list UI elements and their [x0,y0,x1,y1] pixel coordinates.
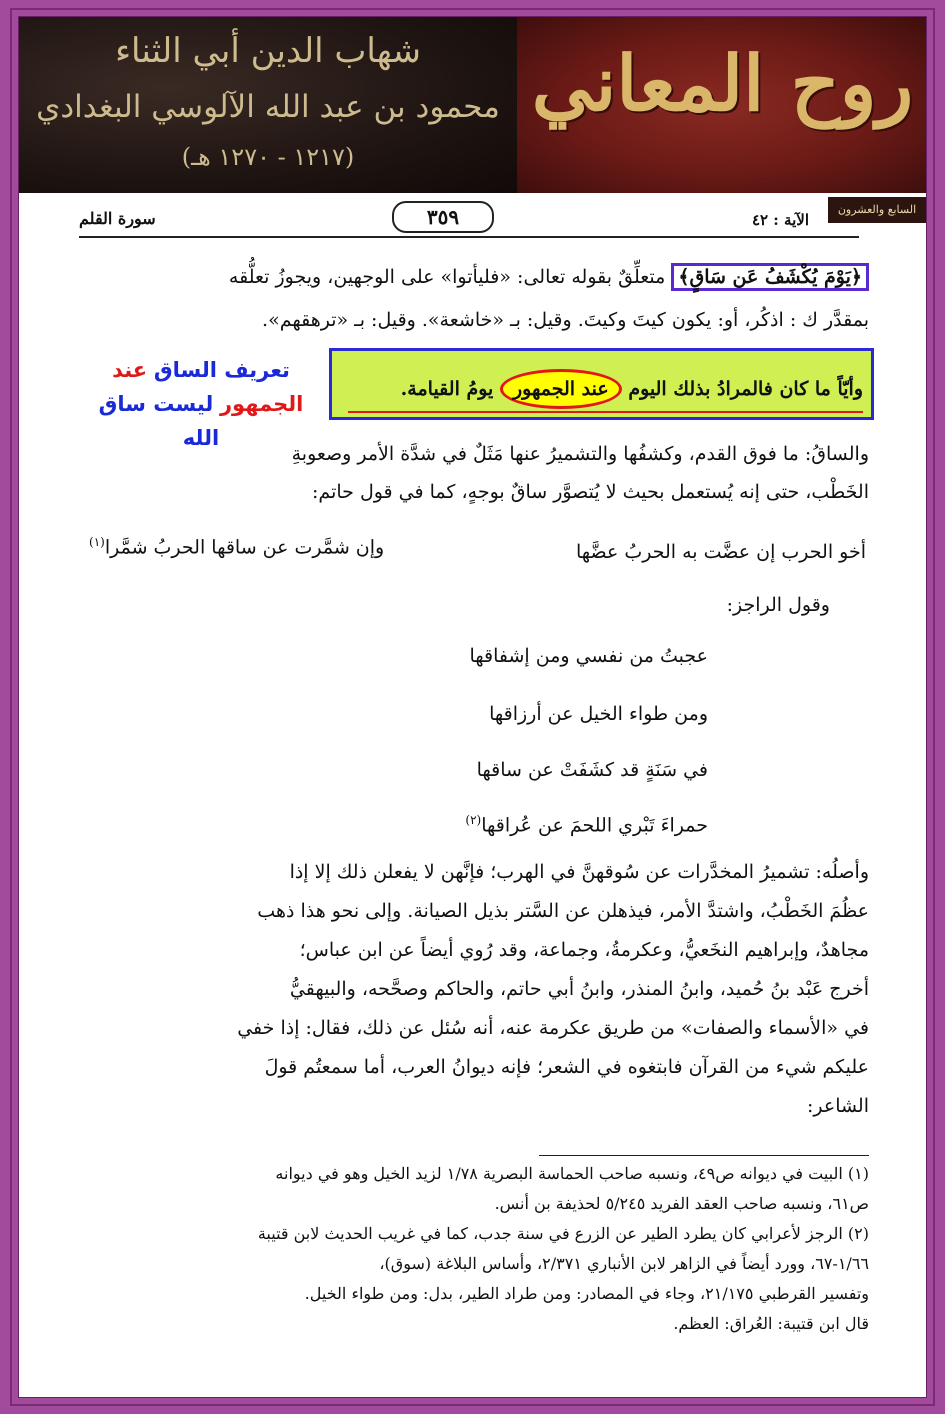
text-fragment: وأيّاً ما كان فالمرادُ بذلك اليوم [628,378,863,400]
annotation-text: الجمهور [219,392,304,416]
ayah-number: الآية : ٤٢ [751,211,809,229]
red-underline [348,411,863,413]
text-fragment: وإن شمَّرت عن ساقها الحربُ شمَّرا [104,536,385,559]
text-line: عظُمَ الخَطْبُ، واشتدَّ الأمر، فيذهلن عن السَّتر بذيل الصيانة. وإلى نحو هذا ذهب [257,900,869,922]
text-line: الخَطْب، حتى إنه يُستعمل بحيث لا يُتصوَّر ساقٌ بوجهٍ، كما في قول حاتم: [312,481,869,503]
page-number: ٣٥٩ [392,201,494,233]
text-line: الشاعر: [806,1095,869,1117]
rajiz-intro: وقول الراجز: [726,594,830,616]
surah-name: سورة القلم [79,209,156,228]
footnote-line: قال ابن قتيبة: العُراق: العظم. [673,1314,869,1333]
text-fragment: متعلِّقٌ بقوله تعالى: «فليأتوا» على الوجهين، ويجوزُ تعلُّقه [228,266,672,288]
text-line: عليكم شيء من القرآن فابتغوه في الشعر؛ فإنه ديوانُ العرب، أما سمعتُم قولَ [264,1056,869,1078]
author-line-1: شهاب الدين أبي الثناء [115,31,421,71]
text-line: بمقدَّر ك : اذكُر، أو: يكون كيتَ وكيتَ. وقيل: بـ «خاشعة». وقيل: بـ «ترهقهم». [262,309,869,331]
footnote-line: (١) البيت في ديوانه ص٤٩، ونسبه صاحب الحماسة البصرية ١/٧٨ لزيد الخيل وهو في ديوانه [275,1164,869,1183]
footnotes [89,1159,869,1339]
footnote-line: وتفسير القرطبي ٢١/١٧٥، وجاء في المصادر: ومن طراد الطير، بدل: ومن طواء الخيل. [304,1284,869,1303]
text-fragment: حمراءَ تَبْري اللحمَ عن عُراقها [481,814,708,837]
paragraph-intro [89,261,869,337]
annotation-text: عند [112,358,148,382]
volume-label: السابع والعشرون [828,197,926,223]
highlight-oval: عند الجمهور [500,369,622,409]
author-line-2: محمود بن عبد الله الآلوسي البغدادي [36,89,500,125]
text-line [89,261,869,294]
text-line: وأصلُه: تشميرُ المخدَّرات عن سُوقهنَّ في الهرب؛ فإنَّهن لا يفعلن ذلك إلا إذا [289,861,869,883]
annotation-line-1 [85,353,317,387]
title-banner [517,17,927,193]
poem-line: ومن طواء الخيل عن أرزاقها [489,703,708,725]
footnote-rule [539,1155,869,1156]
text-line: مجاهدٌ، وإبراهيم النخَعيُّ، وعكرمةُ، وجماعة، وقد رُوي أيضاً عن ابن عباس؛ [299,939,869,961]
author-dates: (١٢١٧ - ١٢٧٠ هـ) [181,143,355,171]
text-line: والساقُ: ما فوق القدم، وكشفُها والتشميرُ عنها مَثَلٌ في شدَّة الأمر وصعوبةِ [291,443,869,465]
poem-line: في سَنَةٍ قد كشَفَتْ عن ساقها [476,759,708,781]
annotation-text: ليست ساق الله [98,392,220,450]
footnote-marker: (١) [89,535,105,549]
poem-line: عجبتُ من نفسي ومن إشفاقها [469,645,708,667]
text-line: في «الأسماء والصفات» من طريق عكرمة عنه، أنه سُئل عن ذلك، فقال: إذا خفي [237,1017,869,1039]
book-title: روح المعاني [531,39,914,128]
highlight-box [329,348,874,420]
verse-right-hemistich: أخو الحرب إن عضَّت به الحربُ عضَّها [575,541,866,563]
verse-left-hemistich [89,535,384,558]
running-head [79,201,809,235]
highlight-text [401,369,863,409]
footnote-line: (٢) الرجز لأعرابي كان يطرد الطير عن الزرع في سنة جدب، كما في غريب الحديث لابن قتيبة [257,1224,869,1243]
header-rule [79,236,859,238]
paragraph-saq [89,435,869,511]
author-banner [19,17,517,193]
paragraph-origin [89,853,869,1126]
footnote-line: ص٦١، ونسبه صاحب العقد الفريد ٥/٢٤٥ لحذيفة بن أنس. [494,1194,869,1213]
text-fragment: يومُ القيامة. [400,378,494,400]
book-page [18,16,927,1398]
footnote-marker: (٢) [465,813,482,827]
text-line: أخرج عَبْد بنُ حُميد، وابنُ المنذر، وابنُ أبي حاتم، والحاكم وصحَّحه، والبيهقيُّ [289,978,869,1000]
quran-phrase: ﴿يَوْمَ يُكْشَفُ عَن سَاقٍ﴾ [671,263,869,291]
annotation-text: تعريف الساق [153,358,290,382]
footnote-line: ١/٦٦-٦٧، وورد أيضاً في الزاهر لابن الأنباري ٢/٣٧١، وأساس البلاغة (سوق)، [379,1254,869,1273]
poem-line [465,813,708,836]
